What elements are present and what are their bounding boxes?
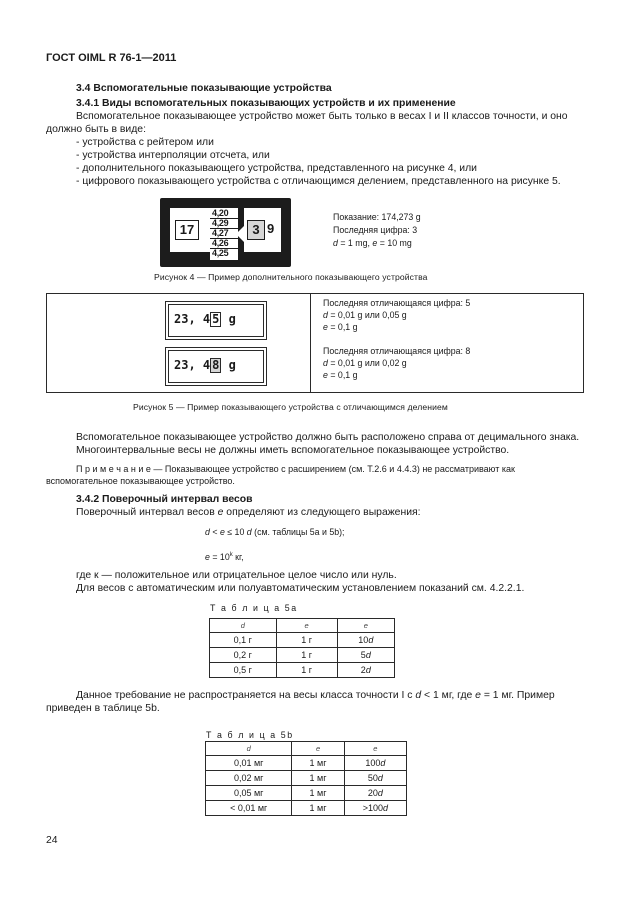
table-header: e — [344, 742, 406, 756]
drum-value: 4,27 — [212, 228, 229, 238]
note-line: П р и м е ч а н и е — Показывающее устройство с расширением (см. Т.2.6 и 4.4.3) не рассматривают как — [76, 464, 515, 474]
table-header: e — [337, 619, 394, 633]
table-5a-title: Т а б л и ц а 5а — [210, 603, 298, 613]
paragraph-line: Многоинтервальные весы не должны иметь вспомогательное показывающее устройство. — [76, 445, 510, 456]
figure-5-caption: Рисунок 5 — Пример показывающего устройства с отличающимся делением — [133, 402, 448, 412]
table-cell: 0,02 мг — [206, 771, 292, 786]
display-1-unit: g — [228, 312, 236, 326]
display-2-digit: 8 — [212, 358, 220, 372]
table-5b-title: Т а б л и ц а 5b — [206, 730, 294, 740]
table-header: d — [206, 742, 292, 756]
figure-4-reading: Показание: 174,273 g — [333, 212, 421, 222]
paragraph-line: Поверочный интервал весов e определяют из следующего выражения: — [76, 507, 421, 518]
figure-5-desc-2-line: d = 0,01 g или 0,02 g — [323, 358, 407, 368]
figure-5-desc-1-line: d = 0,01 g или 0,05 g — [323, 310, 407, 320]
list-item: - цифрового показывающего устройства с отличающимся делением, представленного на рисунке 5. — [76, 176, 561, 187]
drum-scale — [210, 208, 238, 260]
table-5b — [205, 741, 407, 816]
figure-5-frame — [46, 293, 584, 393]
table-cell: 1 г — [276, 633, 337, 648]
formula-interval: d < e ≤ 10 d (см. таблицы 5а и 5b); — [205, 527, 345, 537]
page-header-standard: ГОСТ OIML R 76-1—2011 — [46, 52, 177, 64]
note-label: П р и м е ч а н и е — [76, 464, 151, 474]
table-header: d — [210, 619, 277, 633]
table-cell: 1 мг — [292, 801, 344, 816]
table-cell: 1 г — [276, 663, 337, 678]
page-number: 24 — [46, 835, 58, 846]
table-cell: 5d — [337, 648, 394, 663]
left-value-box: 17 — [175, 220, 199, 240]
table-cell: 0,05 мг — [206, 786, 292, 801]
figure-4-intervals: d = 1 mg, e = 10 mg — [333, 238, 412, 248]
paragraph-line: где к — положительное или отрицательное целое число или нуль. — [76, 570, 397, 581]
drum-value: 4,26 — [212, 238, 229, 248]
table-cell: 1 г — [276, 648, 337, 663]
note-line: вспомогательное показывающее устройство. — [46, 476, 235, 486]
drum-value: 4,25 — [212, 248, 229, 258]
paragraph-line: Вспомогательное показывающее устройство должно быть расположено справа от децимального знака. — [76, 432, 580, 443]
table-row — [206, 771, 407, 786]
paragraph-line: Данное требование не распространяется на весы класса точности I с d < 1 мг, где e = 1 мг. Пример — [76, 690, 555, 701]
table-row — [206, 801, 407, 816]
figure-4-display — [160, 198, 291, 267]
right-digit-box: 3 — [247, 220, 265, 240]
table-cell: 1 мг — [292, 756, 344, 771]
table-cell: 20d — [344, 786, 406, 801]
right-window — [244, 208, 281, 252]
list-item: - устройства с рейтером или — [76, 137, 214, 148]
table-cell: 0,01 мг — [206, 756, 292, 771]
table-row — [206, 742, 407, 756]
paragraph-line: приведен в таблице 5b. — [46, 703, 160, 714]
display-1 — [165, 301, 267, 340]
paragraph-line: Для весов с автоматическим или полуавтоматическим установлением показаний см. 4.2.2.1. — [76, 583, 525, 594]
drum-value: 4,20 — [212, 208, 229, 218]
figure-4-caption: Рисунок 4 — Пример дополнительного показывающего устройства — [154, 272, 428, 282]
table-row — [210, 648, 395, 663]
list-item: - устройства интерполяции отсчета, или — [76, 150, 270, 161]
figure-5-desc-2-line: e = 0,1 g — [323, 370, 358, 380]
drum-value: 4,29 — [212, 218, 229, 228]
section-3-4-title: 3.4 Вспомогательные показывающие устройства — [76, 83, 332, 94]
figure-5-desc-2-line: Последняя отличающаяся цифра: 8 — [323, 346, 471, 356]
section-3-4-1-title: 3.4.1 Виды вспомогательных показывающих устройств и их применение — [76, 98, 456, 109]
table-header: e — [292, 742, 344, 756]
table-cell: 0,2 г — [210, 648, 277, 663]
figure-4-last-digit: Последняя цифра: 3 — [333, 225, 418, 235]
table-row — [210, 633, 395, 648]
left-window — [170, 208, 215, 252]
display-2 — [165, 347, 267, 386]
table-cell: 0,5 г — [210, 663, 277, 678]
table-5a — [209, 618, 395, 678]
table-row — [206, 756, 407, 771]
table-cell: 0,1 г — [210, 633, 277, 648]
paragraph-line: Вспомогательное показывающее устройство может быть только в весах I и II классов точности, и оно — [76, 111, 568, 122]
figure-5-desc-1-line: Последняя отличающаяся цифра: 5 — [323, 298, 471, 308]
table-cell: >100d — [344, 801, 406, 816]
table-cell: 2d — [337, 663, 394, 678]
table-cell: < 0,01 мг — [206, 801, 292, 816]
table-header: e — [276, 619, 337, 633]
display-1-value: 23, 4 — [174, 312, 211, 326]
table-row — [206, 786, 407, 801]
figure-5-desc-1-line: e = 0,1 g — [323, 322, 358, 332]
figure-5-divider — [310, 294, 311, 392]
list-item: - дополнительного показывающего устройства, представленного на рисунке 4, или — [76, 163, 477, 174]
table-cell: 100d — [344, 756, 406, 771]
table-row — [210, 663, 395, 678]
right-digit-suffix: 9 — [267, 221, 275, 236]
display-2-value: 23, 4 — [174, 358, 211, 372]
table-cell: 1 мг — [292, 771, 344, 786]
paragraph-line: должно быть в виде: — [46, 124, 146, 135]
table-cell: 1 мг — [292, 786, 344, 801]
table-cell: 10d — [337, 633, 394, 648]
display-2-unit: g — [228, 358, 236, 372]
section-3-4-2-title: 3.4.2 Поверочный интервал весов — [76, 494, 253, 505]
display-1-digit: 5 — [212, 312, 220, 326]
table-cell: 50d — [344, 771, 406, 786]
table-row — [210, 619, 395, 633]
formula-power: $e = 10^k$ кг, — [205, 551, 244, 562]
